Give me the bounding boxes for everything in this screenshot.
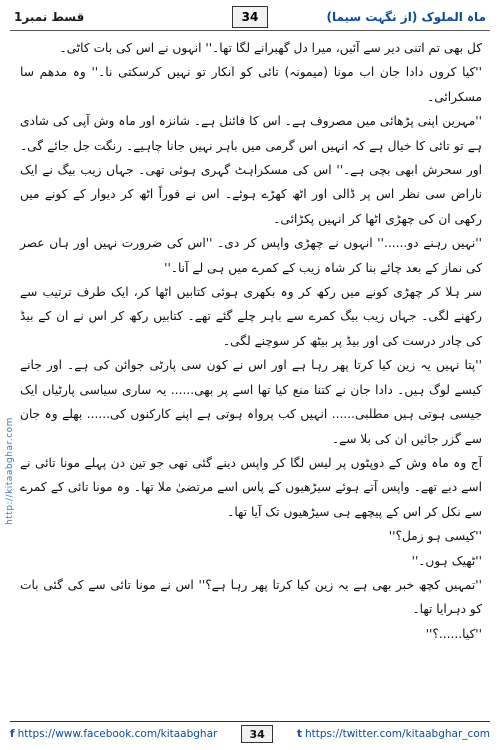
book-title: ماہ الملوک (از نگہت سیما)	[326, 10, 486, 24]
story-text	[20, 36, 482, 720]
footer-page-number: 34	[241, 725, 273, 743]
page-header	[14, 6, 486, 28]
facebook-link[interactable]	[10, 728, 217, 740]
twitter-icon: t	[296, 728, 302, 740]
paragraph: سر ہلا کر چھڑی کونے میں رکھ کر وہ بکھری ہوئی کتابیں اٹھا کر، ایک طرف ترتیب سے رکھنے لگی۔ جہاں زیب بیگ کمرے سے باہر چلے گئے تھے۔ کتابیں رکھ کر اس نے ان کے بیڈ کی چادر درست کی اور بیڈ پر بیٹھ کر سوچنے لگی۔	[20, 285, 482, 348]
twitter-url: https://twitter.com/kitaabghar_com	[304, 728, 490, 740]
paragraph: آج وہ ماہ وش کے دوپٹوں پر لیس لگا کر واپس دینے گئی تھی جو تین دن پہلے مونا تائی نے اسے دیے تھے۔ واپس آتے ہوئے سیڑھیوں کے پاس اسے مرتضیٰ ملا تھا۔ وہ مونا تائی کے کمرے سے نکل کر اس کے پیچھے ہی سیڑھیوں تک آیا تھا۔	[20, 455, 482, 519]
header-page-number: 34	[232, 6, 268, 28]
watermark-url: http://kitaabghar.com	[5, 417, 15, 525]
paragraph: ''ٹھیک ہوں۔''	[411, 553, 482, 568]
paragraph: ''تمہیں کچھ خبر بھی ہے یہ زین کیا کرتا پھر رہا ہے؟'' اس نے مونا تائی سے کی گئی بات کو دہرایا تھا۔	[20, 577, 482, 617]
paragraph: کل بھی تم اتنی دیر سے آئیں، میرا دل گھبرانے لگا تھا۔'' انہوں نے اس کی بات کاٹی۔	[59, 41, 482, 55]
twitter-link[interactable]	[297, 728, 490, 740]
side-watermark	[5, 205, 15, 525]
paragraph: ''پتا نہیں یہ زین کیا کرتا پھر رہا ہے اور اس نے کون سی پارٹی جوائن کی ہے۔ اور جانے کیسے لوگ ہیں۔ دادا جان نے کتنا منع کیا تھا اسے پر بھی...... یہ ساری سیاسی پارٹیاں ایک جیسی ہوتی ہیں مطلبی...... انہیں کب پرواہ ہوتی ہے اپنے کارکنوں کی...... بھلے وہ جان سے گزر جائیں ان کی بلا سے۔	[20, 358, 482, 446]
paragraph: ''کیا کروں دادا جان اب مونا (میمونہ) تائی کو انکار تو نہیں کرسکتی نا۔'' وہ مدھم سا مسکرائی۔	[20, 65, 482, 104]
page-footer	[10, 721, 490, 744]
facebook-icon: f	[10, 728, 15, 740]
facebook-url: https://www.facebook.com/kitaabghar	[17, 728, 218, 740]
paragraph: ''مہرین اپنی پڑھائی میں مصروف ہے۔ اس کا فائنل ہے۔ شانزہ اور ماہ وش آپی کی شادی ہے تو تائی کا خیال ہے کہ انہیں اس گرمی میں باہر نہیں جانا چاہیے۔ رنگت جل جائے گی۔ اور سحرش ابھی بچی ہے۔'' اس کی مسکراہٹ گہری ہوئی تھی۔ جہاں زیب بیگ نے ایک ناراض سی نظر اس پر ڈالی اور اٹھ کھڑے ہوئے۔ اس نے فوراً اٹھ کر دیوار کے کونے میں رکھی ان کی چھڑی اٹھا کر انہیں پکڑائی۔	[20, 114, 482, 226]
episode-label: قسط نمبر1	[14, 10, 85, 24]
paragraph: ''نہیں رہنے دو......'' انہوں نے چھڑی واپس کر دی۔ ''اس کی ضرورت نہیں اور ہاں عصر کی نماز کے بعد چائے بنا کر شاہ زیب کے کمرے میں ہی لے آنا۔''	[20, 236, 482, 275]
paragraph: ''کیسی ہو زمل؟''	[388, 529, 482, 544]
paragraph: ''کیا......؟''	[425, 626, 482, 641]
header-divider	[10, 30, 490, 31]
